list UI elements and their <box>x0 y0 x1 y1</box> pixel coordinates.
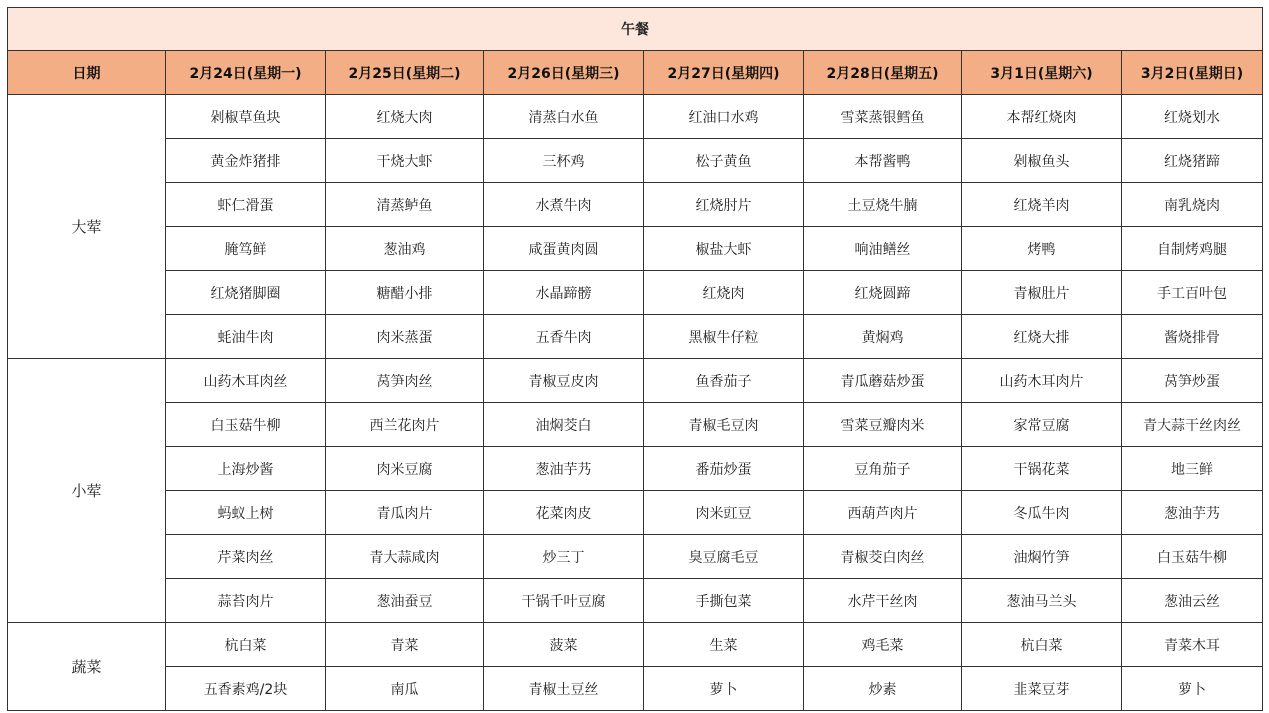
dish-cell: 干锅千叶豆腐 <box>484 579 644 623</box>
dish-cell: 南乳烧肉 <box>1122 183 1263 227</box>
table-row <box>8 447 1263 491</box>
dish-cell: 山药木耳肉片 <box>962 359 1122 403</box>
dish-cell: 蚝油牛肉 <box>166 315 326 359</box>
dish-cell: 红烧肉 <box>644 271 804 315</box>
dish-cell: 芹菜肉丝 <box>166 535 326 579</box>
dish-cell: 松子黄鱼 <box>644 139 804 183</box>
dish-cell: 花菜肉皮 <box>484 491 644 535</box>
dish-cell: 手工百叶包 <box>1122 271 1263 315</box>
dish-cell: 本帮酱鸭 <box>804 139 962 183</box>
dish-cell: 葱油芋艿 <box>1122 491 1263 535</box>
menu-table-wrapper <box>7 7 1262 711</box>
dish-cell: 红烧羊肉 <box>962 183 1122 227</box>
dish-cell: 肉米蒸蛋 <box>326 315 484 359</box>
category-cell: 小荤 <box>8 359 166 623</box>
dish-cell: 椒盐大虾 <box>644 227 804 271</box>
dish-cell: 油焖竹笋 <box>962 535 1122 579</box>
dish-cell: 雪菜豆瓣肉米 <box>804 403 962 447</box>
dish-cell: 清蒸白水鱼 <box>484 95 644 139</box>
dish-cell: 杭白菜 <box>962 623 1122 667</box>
header-day-1: 2月24日(星期一) <box>166 51 326 95</box>
header-row <box>8 51 1263 95</box>
table-row <box>8 579 1263 623</box>
dish-cell: 莴笋炒蛋 <box>1122 359 1263 403</box>
dish-cell: 土豆烧牛腩 <box>804 183 962 227</box>
dish-cell: 剁椒草鱼块 <box>166 95 326 139</box>
dish-cell: 鸡毛菜 <box>804 623 962 667</box>
dish-cell: 莴笋肉丝 <box>326 359 484 403</box>
dish-cell: 虾仁滑蛋 <box>166 183 326 227</box>
dish-cell: 清蒸鲈鱼 <box>326 183 484 227</box>
dish-cell: 炒三丁 <box>484 535 644 579</box>
dish-cell: 红烧大排 <box>962 315 1122 359</box>
header-day-5: 2月28日(星期五) <box>804 51 962 95</box>
table-row <box>8 359 1263 403</box>
dish-cell: 红油口水鸡 <box>644 95 804 139</box>
dish-cell: 雪菜蒸银鳕鱼 <box>804 95 962 139</box>
table-row <box>8 403 1263 447</box>
dish-cell: 萝卜 <box>1122 667 1263 711</box>
dish-cell: 鱼香茄子 <box>644 359 804 403</box>
dish-cell: 青瓜肉片 <box>326 491 484 535</box>
header-day-2: 2月25日(星期二) <box>326 51 484 95</box>
dish-cell: 五香牛肉 <box>484 315 644 359</box>
dish-cell: 手撕包菜 <box>644 579 804 623</box>
dish-cell: 黄金炸猪排 <box>166 139 326 183</box>
dish-cell: 西兰花肉片 <box>326 403 484 447</box>
dish-cell: 红烧肘片 <box>644 183 804 227</box>
dish-cell: 红烧猪脚圈 <box>166 271 326 315</box>
dish-cell: 家常豆腐 <box>962 403 1122 447</box>
dish-cell: 红烧圆蹄 <box>804 271 962 315</box>
dish-cell: 响油鳝丝 <box>804 227 962 271</box>
dish-cell: 青大蒜干丝肉丝 <box>1122 403 1263 447</box>
dish-cell: 上海炒酱 <box>166 447 326 491</box>
dish-cell: 番茄炒蛋 <box>644 447 804 491</box>
dish-cell: 南瓜 <box>326 667 484 711</box>
dish-cell: 葱油鸡 <box>326 227 484 271</box>
table-row <box>8 667 1263 711</box>
dish-cell: 蒜苔肉片 <box>166 579 326 623</box>
dish-cell: 水晶蹄髈 <box>484 271 644 315</box>
dish-cell: 三杯鸡 <box>484 139 644 183</box>
dish-cell: 油焖茭白 <box>484 403 644 447</box>
dish-cell: 黑椒牛仔粒 <box>644 315 804 359</box>
dish-cell: 本帮红烧肉 <box>962 95 1122 139</box>
dish-cell: 生菜 <box>644 623 804 667</box>
dish-cell: 红烧猪蹄 <box>1122 139 1263 183</box>
dish-cell: 葱油芋艿 <box>484 447 644 491</box>
category-cell: 蔬菜 <box>8 623 166 711</box>
category-cell: 大荤 <box>8 95 166 359</box>
dish-cell: 肉米豆腐 <box>326 447 484 491</box>
lunch-menu-table <box>7 7 1263 711</box>
dish-cell: 红烧大肉 <box>326 95 484 139</box>
dish-cell: 青大蒜咸肉 <box>326 535 484 579</box>
dish-cell: 青菜木耳 <box>1122 623 1263 667</box>
dish-cell: 青椒肚片 <box>962 271 1122 315</box>
dish-cell: 地三鲜 <box>1122 447 1263 491</box>
dish-cell: 自制烤鸡腿 <box>1122 227 1263 271</box>
header-day-4: 2月27日(星期四) <box>644 51 804 95</box>
menu-body <box>8 95 1263 711</box>
dish-cell: 韭菜豆芽 <box>962 667 1122 711</box>
dish-cell: 烤鸭 <box>962 227 1122 271</box>
dish-cell: 干锅花菜 <box>962 447 1122 491</box>
dish-cell: 干烧大虾 <box>326 139 484 183</box>
dish-cell: 葱油蚕豆 <box>326 579 484 623</box>
header-day-7: 3月2日(星期日) <box>1122 51 1263 95</box>
dish-cell: 青瓜蘑菇炒蛋 <box>804 359 962 403</box>
dish-cell: 水煮牛肉 <box>484 183 644 227</box>
table-row <box>8 95 1263 139</box>
table-row <box>8 623 1263 667</box>
table-title: 午餐 <box>8 8 1263 51</box>
table-row <box>8 535 1263 579</box>
header-date: 日期 <box>8 51 166 95</box>
table-row <box>8 491 1263 535</box>
dish-cell: 青椒茭白肉丝 <box>804 535 962 579</box>
dish-cell: 水芹干丝肉 <box>804 579 962 623</box>
dish-cell: 腌笃鲜 <box>166 227 326 271</box>
header-day-3: 2月26日(星期三) <box>484 51 644 95</box>
dish-cell: 酱烧排骨 <box>1122 315 1263 359</box>
dish-cell: 山药木耳肉丝 <box>166 359 326 403</box>
dish-cell: 西葫芦肉片 <box>804 491 962 535</box>
table-row <box>8 227 1263 271</box>
dish-cell: 蚂蚁上树 <box>166 491 326 535</box>
dish-cell: 豆角茄子 <box>804 447 962 491</box>
dish-cell: 红烧划水 <box>1122 95 1263 139</box>
dish-cell: 黄焖鸡 <box>804 315 962 359</box>
dish-cell: 炒素 <box>804 667 962 711</box>
dish-cell: 葱油云丝 <box>1122 579 1263 623</box>
table-row <box>8 315 1263 359</box>
dish-cell: 臭豆腐毛豆 <box>644 535 804 579</box>
title-row <box>8 8 1263 51</box>
table-row <box>8 271 1263 315</box>
dish-cell: 剁椒鱼头 <box>962 139 1122 183</box>
dish-cell: 菠菜 <box>484 623 644 667</box>
dish-cell: 青椒毛豆肉 <box>644 403 804 447</box>
dish-cell: 青菜 <box>326 623 484 667</box>
dish-cell: 杭白菜 <box>166 623 326 667</box>
dish-cell: 白玉菇牛柳 <box>1122 535 1263 579</box>
dish-cell: 五香素鸡/2块 <box>166 667 326 711</box>
dish-cell: 白玉菇牛柳 <box>166 403 326 447</box>
dish-cell: 冬瓜牛肉 <box>962 491 1122 535</box>
dish-cell: 青椒土豆丝 <box>484 667 644 711</box>
table-row <box>8 183 1263 227</box>
dish-cell: 葱油马兰头 <box>962 579 1122 623</box>
dish-cell: 糖醋小排 <box>326 271 484 315</box>
dish-cell: 萝卜 <box>644 667 804 711</box>
dish-cell: 青椒豆皮肉 <box>484 359 644 403</box>
table-row <box>8 139 1263 183</box>
dish-cell: 咸蛋黄肉圆 <box>484 227 644 271</box>
dish-cell: 肉米豇豆 <box>644 491 804 535</box>
header-day-6: 3月1日(星期六) <box>962 51 1122 95</box>
